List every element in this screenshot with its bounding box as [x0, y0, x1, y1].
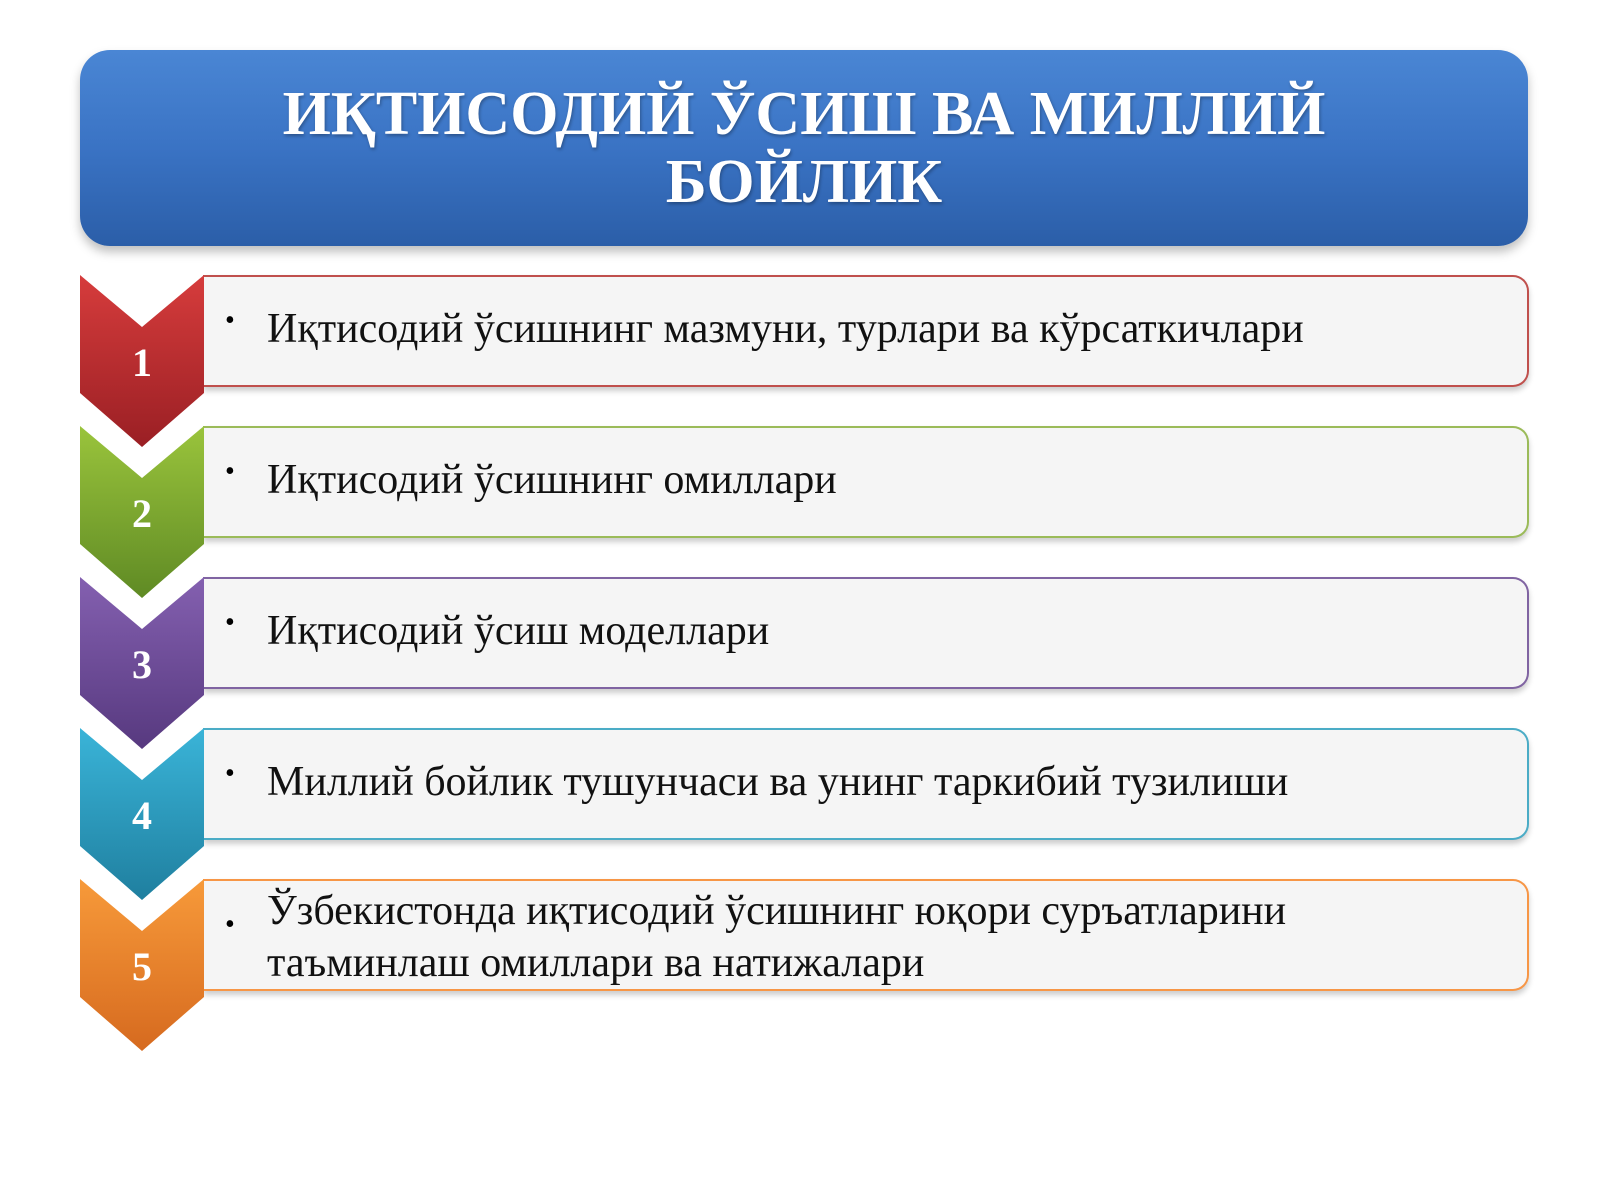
- step-card: [203, 275, 1529, 387]
- bullet-icon: •: [225, 456, 235, 487]
- step-card: [203, 426, 1529, 538]
- step-card: [203, 879, 1529, 991]
- step-5: [0, 879, 1600, 1059]
- step-number: 5: [132, 944, 152, 989]
- step-text: Миллий бойлик тушунчаси ва унинг таркибий тузилиши: [267, 759, 1289, 805]
- bullet-icon: •: [225, 607, 235, 638]
- step-number: 2: [132, 491, 152, 536]
- step-text: Иқтисодий ўсиш моделлари: [267, 608, 770, 654]
- step-card: [203, 728, 1529, 840]
- step-text: Иқтисодий ўсишнинг омиллари: [267, 457, 837, 503]
- step-card: [203, 577, 1529, 689]
- step-number: 4: [132, 793, 152, 838]
- step-number: 1: [132, 340, 152, 385]
- step-number: 3: [132, 642, 152, 687]
- step-text: Иқтисодий ўсишнинг мазмуни, турлари ва кўрсаткичлари: [267, 306, 1304, 352]
- diagram-title: ИҚТИСОДИЙ ЎСИШ ВА МИЛЛИЙ БОЙЛИК: [282, 80, 1326, 216]
- bullet-icon: •: [225, 909, 235, 940]
- step-text: Ўзбекистонда иқтисодий ўсишнинг юқори суръатларини таъминлаш омиллари ва натижалари: [267, 888, 1287, 986]
- bullet-icon: •: [225, 758, 235, 789]
- title-banner: [80, 50, 1528, 246]
- bullet-icon: •: [225, 305, 235, 336]
